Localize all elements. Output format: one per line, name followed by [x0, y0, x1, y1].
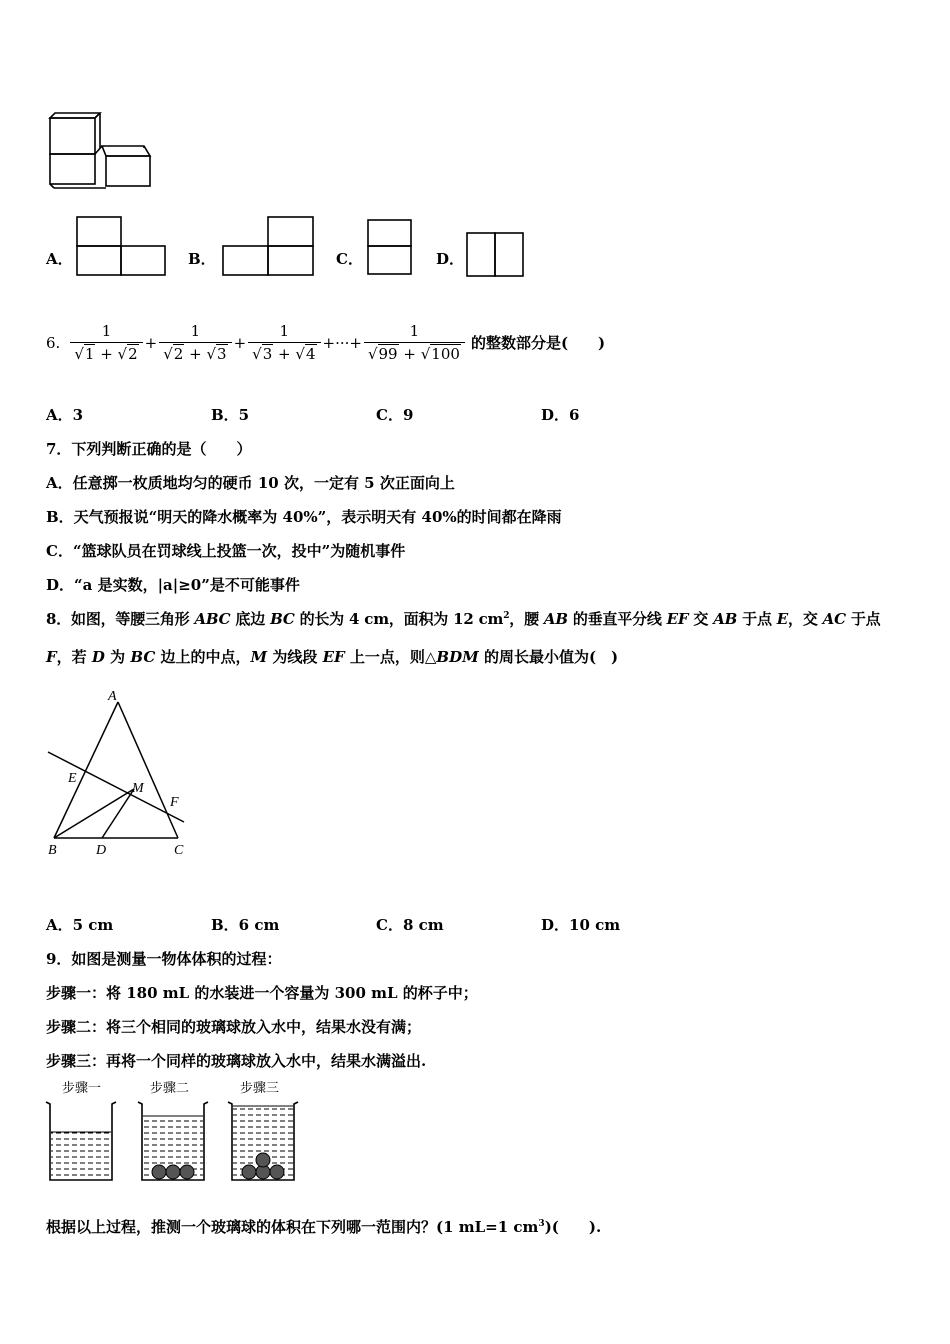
q5-option-c-label[interactable]: C．	[336, 250, 363, 268]
q8-option-a[interactable]: A．5 cm	[46, 916, 114, 934]
q5-option-b-view[interactable]	[222, 215, 316, 277]
q6-option-c[interactable]: C．9	[376, 406, 414, 424]
q5-option-c-view[interactable]	[367, 218, 413, 278]
q8-option-c[interactable]: C．8 cm	[376, 916, 444, 934]
q5-option-a-view[interactable]	[76, 215, 168, 277]
label-a: A	[108, 689, 117, 704]
label-e: E	[68, 771, 77, 786]
label-b: B	[48, 843, 57, 858]
q8-stem-line2: F，若 D 为 BC 边上的中点，M 为线段 EF 上一点，则△BDM 的周长最小值为( )	[46, 648, 619, 666]
q7-option-c[interactable]: C．“篮球队员在罚球线上投篮一次，投中”为随机事件	[46, 542, 406, 560]
q5-option-d-view[interactable]	[466, 231, 526, 279]
q9-step-2: 步骤二：将三个相同的玻璃球放入水中，结果水没有满；	[46, 1018, 422, 1036]
q6-term-3: $\frac{1}{√3 + √4}$	[248, 322, 320, 363]
q5-option-a-label[interactable]: A．	[46, 250, 73, 268]
step1-label: 步骤一	[62, 1081, 102, 1096]
beaker-2-balls	[152, 1165, 194, 1179]
q5-option-d-label[interactable]: D．	[436, 250, 465, 268]
q9-stem: 9．如图是测量一物体体积的过程：	[46, 950, 282, 968]
q9-question: 根据以上过程，推测一个玻璃球的体积在下列哪一范围内？(1 mL=1 $cm^3$)( ).	[46, 1218, 602, 1236]
q7-stem: 7．下列判断正确的是（ ）	[46, 440, 252, 458]
q7-option-a[interactable]: A．任意掷一枚质地均匀的硬币 10 次，一定有 5 次正面向上	[46, 474, 455, 492]
q6-option-a[interactable]: A．3	[46, 406, 84, 424]
q6-number: 6.	[46, 333, 61, 352]
solid-3d-figure	[40, 108, 160, 194]
q8-triangle-figure	[42, 686, 202, 866]
label-d: D	[96, 843, 107, 858]
q6-suffix: 的整数部分是( )	[470, 334, 606, 352]
q6-option-d[interactable]: D．6	[541, 406, 580, 424]
q6-term-2: $\frac{1}{√2 + √3}$	[159, 322, 231, 363]
q9-step-1: 步骤一：将 180 mL 的水装进一个容量为 300 mL 的杯子中；	[46, 984, 478, 1002]
q5-option-b-label[interactable]: B．	[188, 250, 216, 268]
label-m: M	[132, 781, 144, 796]
step3-label: 步骤三	[240, 1081, 280, 1096]
label-f: F	[170, 795, 179, 810]
q8-stem-line1: 8．如图，等腰三角形 ABC 底边 BC 的长为 4 cm，面积为 12 $cm^2$，腰 AB 的垂直平分线 EF 交 AB 于点 E，交 AC 于点	[46, 610, 881, 628]
step2-label: 步骤二	[150, 1081, 190, 1096]
q7-option-b[interactable]: B．天气预报说“明天的降水概率为 40%”，表示明天有 40%的时间都在降雨	[46, 508, 562, 526]
q8-option-d[interactable]: D．10 cm	[541, 916, 621, 934]
q9-step-3: 步骤三：再将一个同样的玻璃球放入水中，结果水满溢出.	[46, 1052, 427, 1070]
q6-term-last: $\frac{1}{√99 + √100}$	[364, 322, 465, 363]
q7-option-d[interactable]: D．“a 是实数，|a|≥0”是不可能事件	[46, 576, 300, 594]
q9-beakers-figure	[40, 1076, 310, 1188]
q8-option-b[interactable]: B．6 cm	[211, 916, 280, 934]
beaker-1	[46, 1102, 116, 1180]
label-c: C	[174, 843, 184, 858]
q6-term-1: $\frac{1}{√1 + √2}$	[70, 322, 142, 363]
q6-stem: 6. $\frac{1}{√1 + √2}$ + $\frac{1}{√2 + √3}$ + $\frac{1}{√3 + √4}$ +···+ $\frac{1}{√99 + √100}$ 的整数部分是( )	[46, 322, 606, 363]
q6-option-b[interactable]: B．5	[211, 406, 250, 424]
